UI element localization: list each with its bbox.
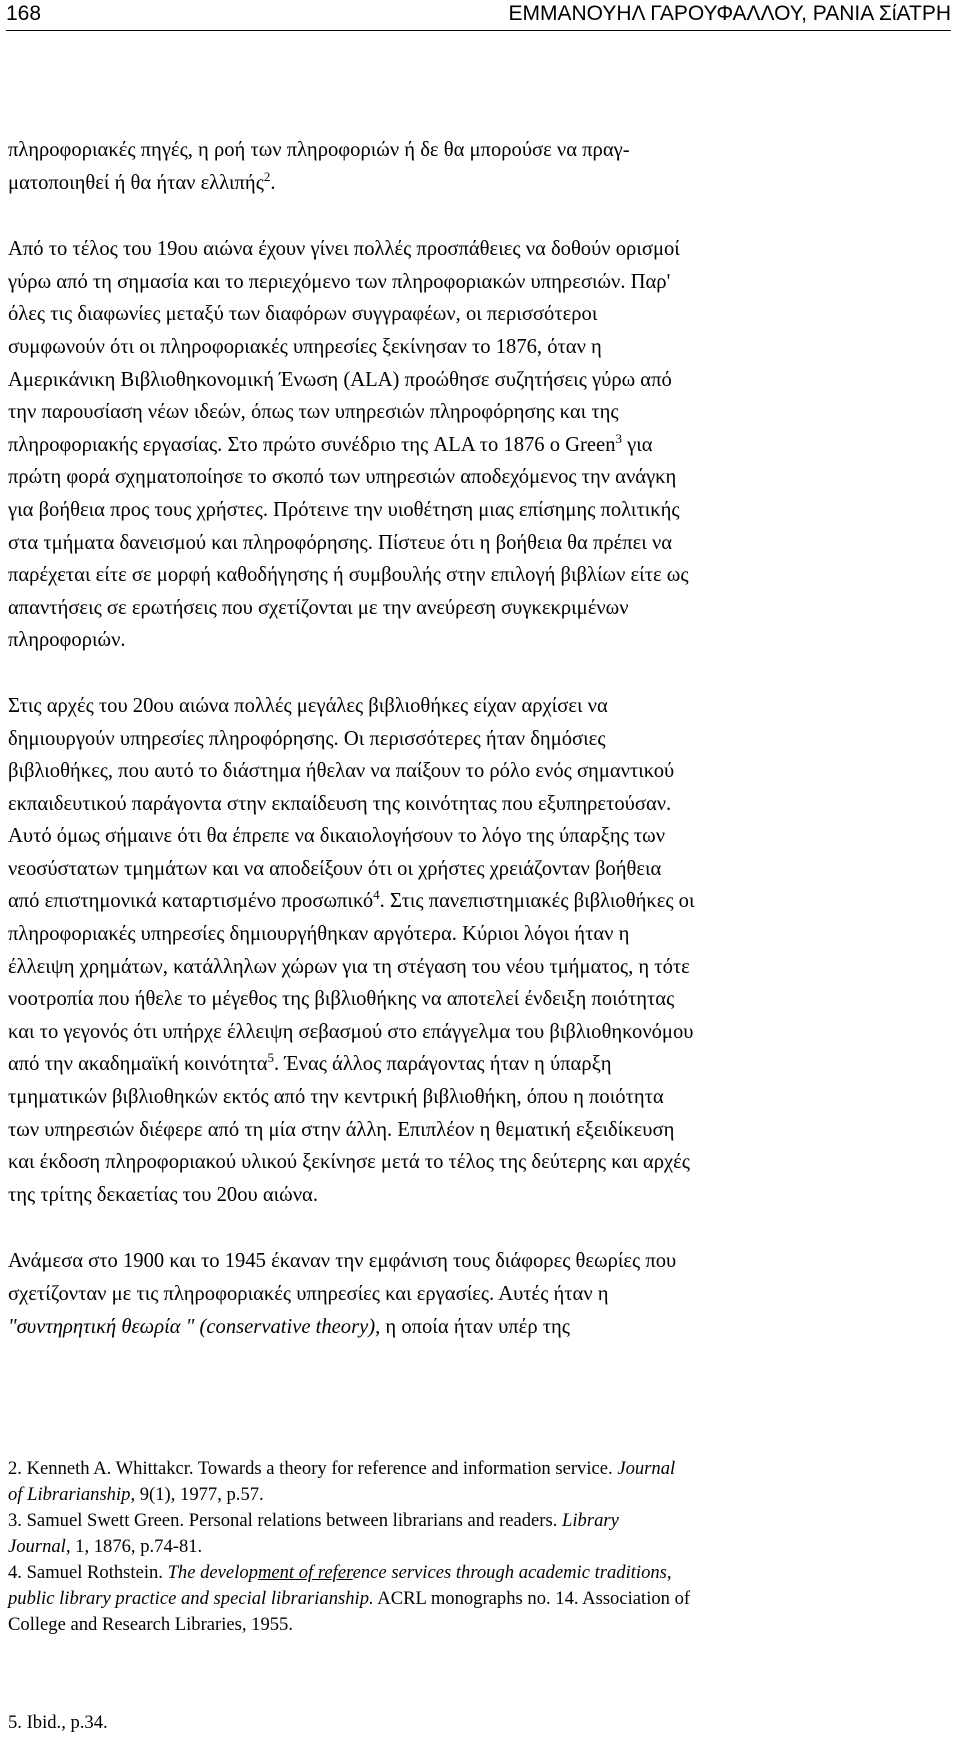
footnote-line: 4. Samuel Rothstein. The development of reference services through academic traditions, bbox=[8, 1562, 672, 1583]
text-line: στα τμήματα δανεισμού και πληροφόρησης. Πίστευε ότι η βοήθεια θα πρέπει να bbox=[8, 531, 673, 554]
paragraph-4 bbox=[8, 1245, 956, 1343]
text-line: από επιστημονικά καταρτισμένο προσωπικό$^4$. Στις πανεπιστημιακές βιβλιοθήκες οι bbox=[8, 887, 695, 913]
footnote-2 bbox=[8, 1456, 956, 1508]
text-line: δημιουργούν υπηρεσίες πληροφόρησης. Οι περισσότερες ήταν δημόσιες bbox=[8, 727, 606, 750]
text-line: της τρίτης δεκαετίας του 20ου αιώνα. bbox=[8, 1183, 318, 1206]
text-line: πληροφοριών. bbox=[8, 629, 126, 652]
text-line: πληροφοριακής εργασίας. Στο πρώτο συνέδριο της ALA το 1876 ο Green$^3$ για bbox=[8, 430, 653, 456]
footnote-line: of Librarianship, 9(1), 1977, p.57. bbox=[8, 1484, 264, 1505]
text-line: την παρουσίαση νέων ιδεών, όπως των υπηρεσιών πληροφόρησης και της bbox=[8, 401, 619, 424]
text-line: τμηματικών βιβλιοθηκών εκτός από την κεντρική βιβλιοθήκη, όπου η ποιότητα bbox=[8, 1086, 664, 1109]
paragraph-1 bbox=[8, 134, 956, 199]
footnote-ref-3: 3 bbox=[615, 430, 622, 446]
footnote-line: public library practice and special librarianship. ACRL monographs no. 14. Association of bbox=[8, 1588, 691, 1609]
text-line: σχετίζονταν με τις πληροφοριακές υπηρεσίες και εργασίες. Αυτές ήταν η bbox=[8, 1283, 609, 1305]
text-line: εκπαιδευτικού παράγοντα στην εκπαίδευση της κοινότητας που εξυπηρετούσαν. bbox=[8, 792, 672, 815]
footnotes bbox=[8, 1456, 956, 1638]
footnote-4 bbox=[8, 1560, 956, 1638]
text-line: πρώτη φορά σχηματοποίησε το σκοπό των υπηρεσιών αποδεχόμενος την ανάγκη bbox=[8, 466, 677, 489]
text-line: συμφωνούν ότι οι πληροφοριακές υπηρεσίες ξεκίνησαν το 1876, όταν η bbox=[8, 335, 602, 358]
paragraph-2 bbox=[8, 233, 956, 657]
footnote-line: 3. Samuel Swett Green. Personal relations between librarians and readers. Library bbox=[8, 1510, 619, 1531]
text-line: και το γεγονός ότι υπήρχε έλλειψη σεβασμού στο επάγγελμα του βιβλιοθηκονόμου bbox=[8, 1020, 694, 1043]
text-line: νοοτροπία που ήθελε το μέγεθος της βιβλιοθήκης να αποτελεί ένδειξη ποιότητας bbox=[8, 988, 675, 1011]
footnote-5: 5. Ibid., p.34. bbox=[8, 1712, 108, 1733]
italic-term: "συντηρητική θεωρία " (conservative theory), bbox=[8, 1315, 381, 1338]
page-number: 168 bbox=[6, 2, 42, 25]
text-line: πληροφοριακές υπηρεσίες δημιουργήθηκαν αργότερα. Κύριοι λόγοι ήταν η bbox=[8, 923, 630, 946]
footnote-ref-5: 5 bbox=[267, 1050, 275, 1066]
text-line: πληροφοριακές πηγές, η ροή των πληροφοριών ή δε θα μπορούσε να πραγ- bbox=[8, 139, 630, 161]
text-line: γύρω από τη σημασία και το περιεχόμενο των πληροφοριακών υπηρεσιών. Παρ' bbox=[8, 270, 671, 293]
text-line: απαντήσεις σε ερωτήσεις που σχετίζονται με την ανεύρεση συγκεκριμένων bbox=[8, 596, 629, 619]
footnote-line: 2. Kenneth A. Whittakcr. Towards a theory for reference and information service. Journal bbox=[8, 1458, 676, 1479]
text-line: νεοσύστατων τμημάτων και να αποδείξουν ότι οι χρήστες χρειάζονταν βοήθεια bbox=[8, 857, 662, 880]
text-line: και έκδοση πληροφοριακού υλικού ξεκίνησε μετά το τέλος της δεύτερης και αρχές bbox=[8, 1151, 690, 1174]
text-line: βιβλιοθήκες, που αυτό το διάστημα ήθελαν να παίξουν το ρόλο ενός σημαντικού bbox=[8, 760, 675, 783]
text-line: από την ακαδημαϊκή κοινότητα$^5$. Ένας άλλος παράγοντας ήταν η ύπαρξη bbox=[8, 1050, 612, 1076]
footnote-ref-2: 2 bbox=[263, 168, 271, 184]
text-line: παρέχεται είτε σε μορφή καθοδήγησης ή συμβουλής στην επιλογή βιβλίων είτε ως bbox=[8, 564, 689, 587]
text-line: των υπηρεσιών διέφερε από τη μία στην άλλη. Επιπλέον η θεματική εξειδίκευση bbox=[8, 1118, 675, 1141]
footnote-line: College and Research Libraries, 1955. bbox=[8, 1614, 294, 1635]
footnote-ref-4: 4 bbox=[373, 887, 380, 903]
text-line: Αυτό όμως σήμαινε ότι θα έπρεπε να δικαιολογήσουν το λόγο της ύπαρξης των bbox=[8, 825, 666, 848]
text-line: Από το τέλος του 19ου αιώνα έχουν γίνει πολλές προσπάθειες να δοθούν ορισμοί bbox=[8, 238, 680, 261]
text-line: ματοποιηθεί ή θα ήταν ελλιπής$^2$. bbox=[8, 168, 276, 194]
running-header bbox=[6, 0, 951, 31]
text-line: όλες τις διαφωνίες μεταξύ των διαφόρων συγγραφέων, οι περισσότεροι bbox=[8, 303, 598, 326]
header-authors: ΕΜΜΑΝΟΥΗΛ ΓΑΡΟΥΦΑΛΛΟΥ, ΡΑΝΙΑ ΣίΑΤΡΗ bbox=[508, 2, 951, 25]
footnote-3 bbox=[8, 1508, 956, 1560]
paragraph-3 bbox=[8, 690, 956, 1212]
text-line: έλλειψη χρημάτων, κατάλληλων χώρων για τη στέγαση του νέου τμήματος, η τότε bbox=[8, 955, 690, 978]
text-line: Στις αρχές του 20ου αιώνα πολλές μεγάλες βιβλιοθήκες είχαν αρχίσει να bbox=[8, 694, 608, 717]
text-line: για βοήθεια προς τους χρήστες. Πρότεινε την υιοθέτηση μιας επίσημης πολιτικής bbox=[8, 498, 680, 521]
text-line: "συντηρητική θεωρία " (conservative theory), η οποία ήταν υπέρ της bbox=[8, 1315, 570, 1338]
text-line: Αμερικάνικη Βιβλιοθηκονομική Ένωση (ALA) προώθησε συζητήσεις γύρω από bbox=[8, 368, 672, 391]
footnote-line: Journal, 1, 1876, p.74-81. bbox=[8, 1536, 203, 1557]
text-line: Ανάμεσα στο 1900 και το 1945 έκαναν την εμφάνιση τους διάφορες θεωρίες που bbox=[8, 1250, 677, 1273]
body-text bbox=[8, 134, 956, 1343]
